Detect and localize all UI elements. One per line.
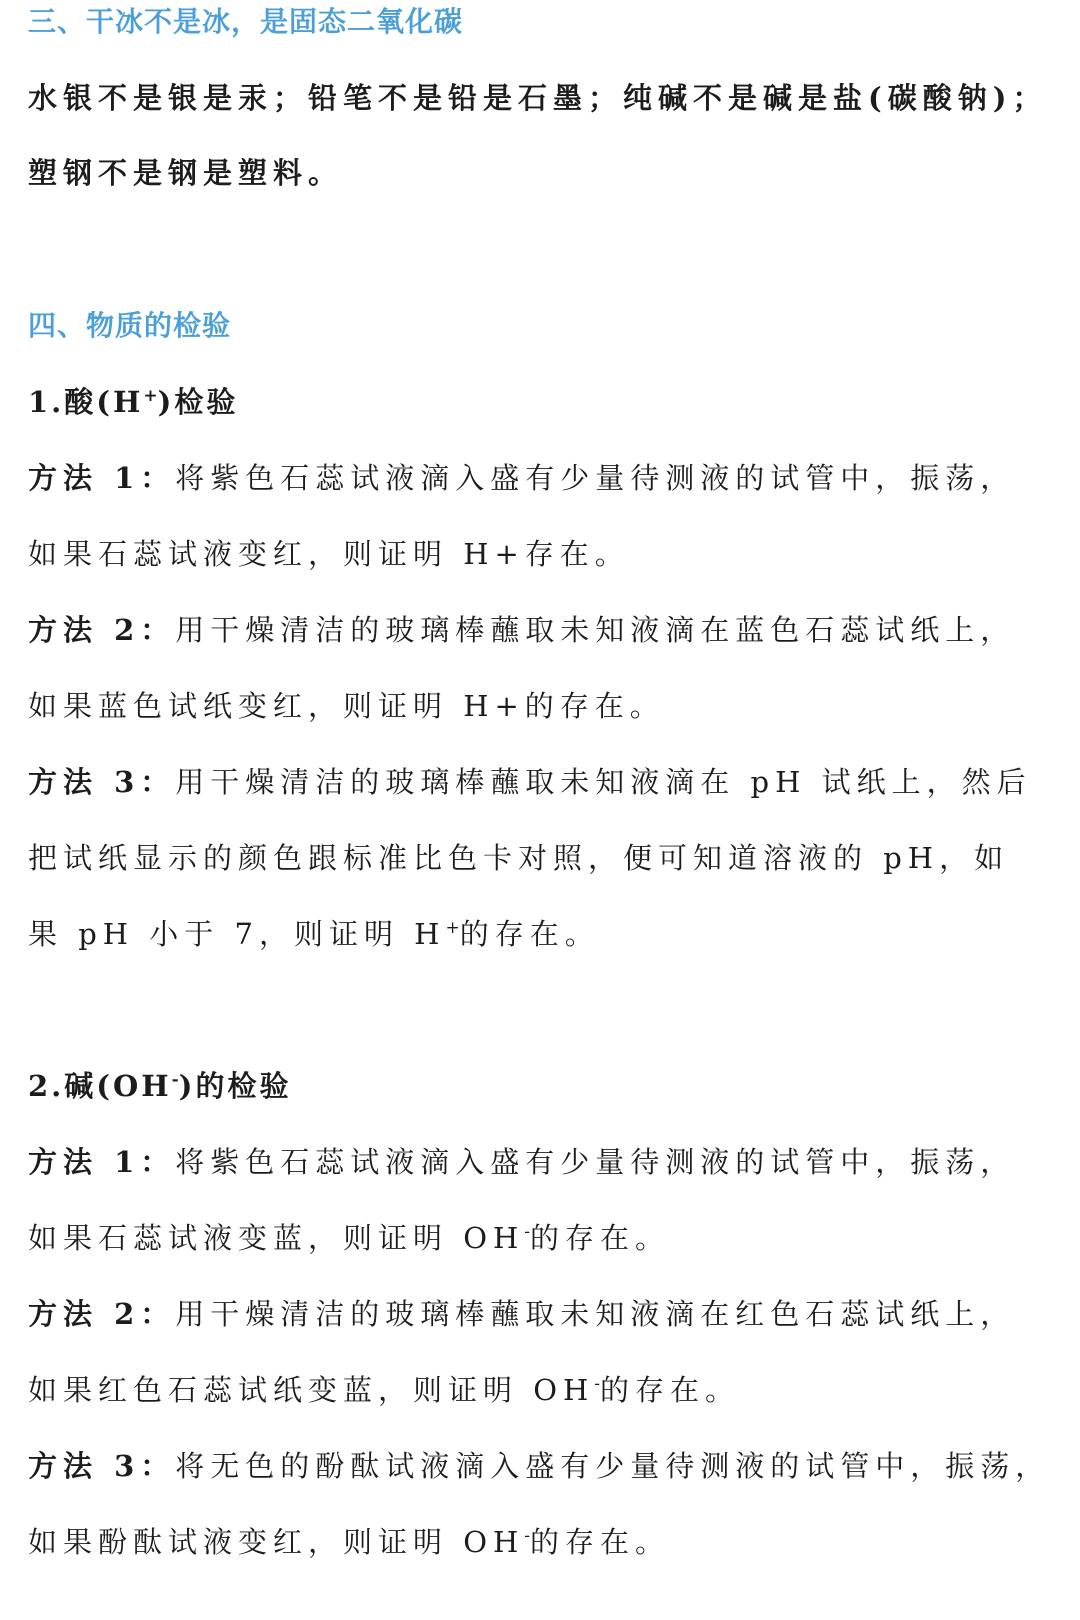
acid-test-title (28, 382, 238, 422)
acid-method-3-line-3-suffix: 的存在。 (459, 917, 600, 951)
acid-method-3-line-2: 把试纸显示的颜色跟标准比色卡对照，便可知道溶液的 pH，如 (28, 841, 1010, 875)
section-4-heading: 四、物质的检验 (28, 309, 232, 342)
base-test-title (28, 1066, 291, 1106)
acid-title-suffix: )检验 (157, 385, 239, 419)
acid-method-3-line-1 (28, 762, 1032, 802)
base-method-1-line-1 (28, 1142, 1015, 1182)
section-3-text-line-1: 水银不是银是汞；铅笔不是铅是石墨；纯碱不是碱是盐(碳酸钠)； (28, 81, 1048, 115)
acid-method-2-line-2: 如果蓝色试纸变红，则证明 H+的存在。 (28, 689, 665, 723)
base-title-superscript: - (171, 1070, 179, 1090)
acid-method-2-text: 用干燥清洁的玻璃棒蘸取未知液滴在蓝色石蕊试纸上， (175, 613, 1016, 647)
base-method-1-label: 方法 1： (28, 1145, 176, 1179)
acid-method-3-label: 方法 3： (28, 765, 176, 799)
base-method-1-text: 将紫色石蕊试液滴入盛有少量待测液的试管中，振荡， (175, 1145, 1016, 1179)
acid-title-superscript: + (143, 386, 158, 406)
acid-method-3-superscript: + (445, 918, 460, 938)
acid-method-2-label: 方法 2： (28, 613, 176, 647)
base-title-text: 2.碱(OH (28, 1069, 172, 1103)
base-method-2-line-2 (28, 1370, 740, 1410)
acid-method-1-label: 方法 1： (28, 461, 176, 495)
base-method-2-line-1 (28, 1294, 1015, 1334)
base-method-2-line-2-suffix: 的存在。 (600, 1373, 741, 1407)
base-method-3-line-2-text: 如果酚酞试液变红，则证明 OH (28, 1525, 525, 1559)
base-method-1-line-2 (28, 1218, 670, 1258)
base-method-3-line-2-suffix: 的存在。 (530, 1525, 671, 1559)
base-method-2-label: 方法 2： (28, 1297, 176, 1331)
acid-method-1-line-1 (28, 458, 1015, 498)
base-method-3-text: 将无色的酚酞试液滴入盛有少量待测液的试管中，振荡， (175, 1449, 1051, 1483)
base-method-1-superscript: - (524, 1222, 531, 1242)
base-method-2-superscript: - (594, 1374, 601, 1394)
acid-method-1-line-2: 如果石蕊试液变红，则证明 H+存在。 (28, 537, 630, 571)
acid-method-3-line-3 (28, 914, 600, 954)
section-3-text-line-2: 塑钢不是钢是塑料。 (28, 156, 344, 190)
base-method-3-line-1 (28, 1446, 1050, 1486)
base-method-1-line-2-suffix: 的存在。 (530, 1221, 671, 1255)
base-method-2-text: 用干燥清洁的玻璃棒蘸取未知液滴在红色石蕊试纸上， (175, 1297, 1016, 1331)
base-method-3-line-2 (28, 1522, 670, 1562)
base-method-3-label: 方法 3： (28, 1449, 176, 1483)
base-method-2-line-2-text: 如果红色石蕊试纸变蓝，则证明 OH (28, 1373, 595, 1407)
base-method-1-line-2-text: 如果石蕊试液变蓝，则证明 OH (28, 1221, 525, 1255)
section-3-heading: 三、干冰不是冰，是固态二氧化碳 (28, 5, 464, 38)
acid-method-3-line-3-text: 果 pH 小于 7，则证明 H (28, 917, 446, 951)
base-method-3-superscript: - (524, 1526, 531, 1546)
acid-method-1-text: 将紫色石蕊试液滴入盛有少量待测液的试管中，振荡， (175, 461, 1016, 495)
acid-title-text: 1.酸(H (28, 385, 144, 419)
acid-method-2-line-1 (28, 610, 1015, 650)
acid-method-3-text: 用干燥清洁的玻璃棒蘸取未知液滴在 pH 试纸上，然后 (175, 765, 1032, 799)
base-title-suffix: )的检验 (178, 1069, 292, 1103)
